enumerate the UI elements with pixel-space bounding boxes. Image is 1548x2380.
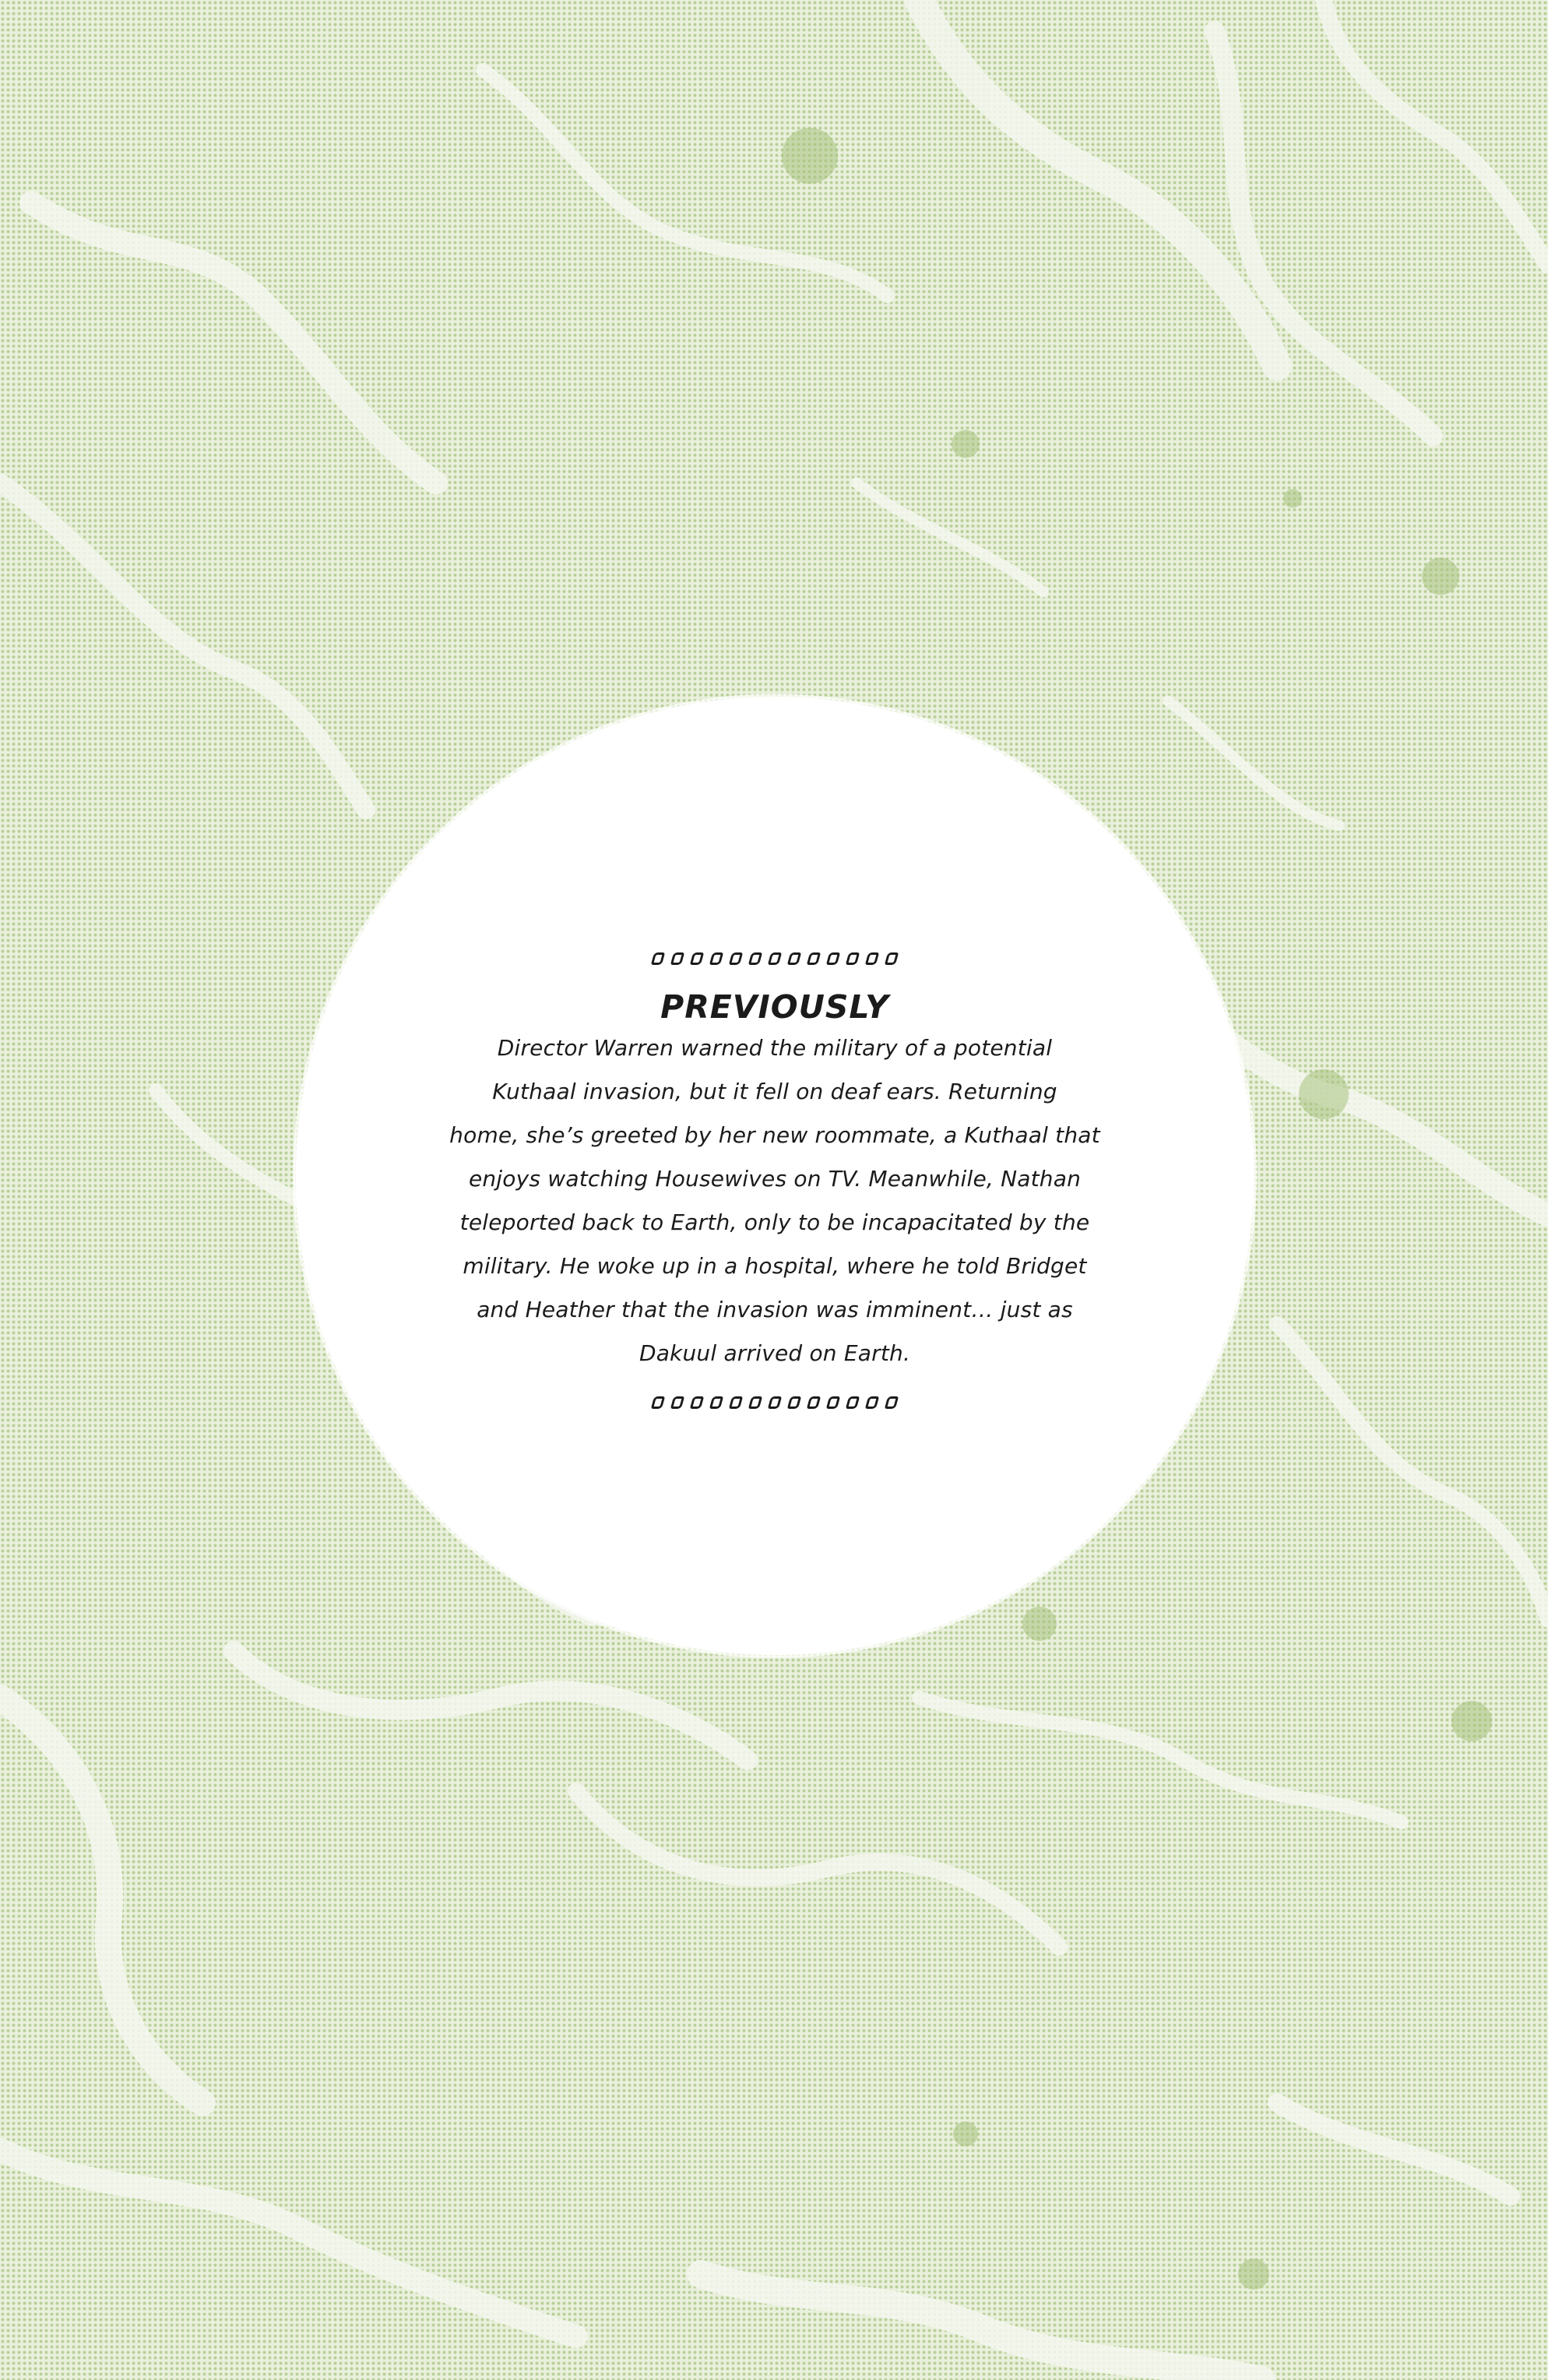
recap-box	[296, 950, 1254, 1411]
recap-line: military. He woke up in a hospital, where he told Bridget	[463, 1253, 1087, 1279]
recap-line: enjoys watching Housewives on TV. Meanwhile, Nathan	[468, 1166, 1082, 1192]
recap-title: PREVIOUSLY	[660, 988, 889, 1026]
recap-line: teleported back to Earth, only to be incapacitated by the	[459, 1209, 1090, 1235]
recap-line: Dakuul arrived on Earth.	[639, 1340, 911, 1366]
decorative-divider-top	[296, 950, 1254, 967]
recap-line: Director Warren warned the military of a potential	[497, 1035, 1053, 1061]
recap-line: Kuthaal invasion, but it fell on deaf ears. Returning	[492, 1079, 1057, 1104]
decorative-divider-bottom	[296, 1394, 1254, 1411]
recap-line: home, she’s greeted by her new roommate, a Kuthaal that	[449, 1122, 1100, 1148]
recap-line: and Heather that the invasion was imminent… just as	[477, 1297, 1073, 1322]
recap-body	[296, 1026, 1254, 1375]
